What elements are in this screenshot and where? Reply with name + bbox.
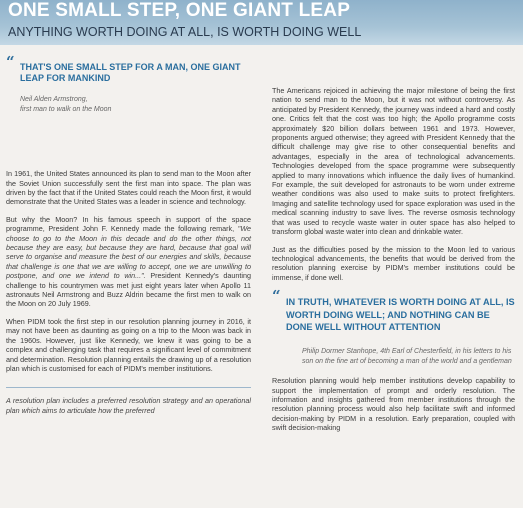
divider [6, 387, 251, 388]
left-column [6, 53, 251, 423]
quote-mark-icon: “ [272, 287, 281, 306]
attribution-role: first man to walk on the Moon [20, 105, 112, 113]
armstrong-quote: THAT'S ONE SMALL STEP FOR A MAN, ONE GIANT LEAP FOR MANKIND [20, 62, 241, 83]
paragraph-americans: The Americans rejoiced in achieving the major milestone of being the first nation to send man to the Moon, but it was not without controversy. As anticipated by President Kennedy, the journey was indeed a hard and costly one. Critics felt that the cost was too high; the Apollo programme costs approximately $20 billion dollars between 1961 and 1973. However, proponents argued otherwise; they agreed with President Kennedy that the difficult challenge may give rise to other consequential benefits and advantages, especially in the area of technological advancements. Technologies developed from the space programme were subsequently applied to many innovations which influence the daily lives of humankind. For example, the suit developed for astronauts to be worn under extreme weather conditions was also used to make suits to protect firefighters. Imaging and satellite technology used for space exploration was used in the medical scanning industry to save lives. The reverse osmosis technology that was used to recycle waste water in outer space has also helped to transform global waste water into clean and drinkable water. [272, 86, 515, 237]
armstrong-attribution [20, 95, 251, 114]
paragraph-why-moon-start: But why the Moon? In his famous speech in support of the space programme, President John F. Kennedy made the following remark, [6, 214, 251, 234]
right-column [272, 86, 515, 441]
page-subtitle: ANYTHING WORTH DOING AT ALL, IS WORTH DOING WELL [8, 25, 362, 39]
paragraph-difficulties: Just as the difficulties posed by the mission to the Moon led to various technological advancements, the benefits that would be derived from the resolution planning exercise by PIDM's member institutions could be immense, if done well. [272, 244, 515, 282]
kennedy-quote: "We choose to go to the Moon in this decade and do the other things, not because they are easy, but because they are hard, because that goal will serve to organise and measure the best of our energies and skills, because that challenge is one that we are willing to accept, one we are unwilling to postpone, and one we intend to win...". [6, 224, 251, 281]
attribution-name: Neil Alden Armstrong, [20, 96, 88, 103]
page-header [0, 0, 523, 45]
quote-mark-icon: “ [6, 53, 15, 71]
paragraph-1961: In 1961, the United States announced its plan to send man to the Moon after the Soviet Union successfully sent the first man into space. The plan was driven by the fact that if the United States could reach the Moon first, it would demonstrate that the United States was a leader in science and technology. [6, 169, 251, 207]
paragraph-why-moon [6, 215, 251, 309]
armstrong-quote-block [6, 53, 251, 114]
paragraph-resolution-plan: A resolution plan includes a preferred resolution strategy and an operational plan which aims to articulate how the preferred [6, 396, 251, 415]
chesterfield-quote: IN TRUTH, WHATEVER IS WORTH DOING AT ALL, IS WORTH DOING WELL; AND NOTHING CAN BE DONE WELL WITHOUT ATTENTION [286, 297, 515, 332]
paragraph-why-moon-end: President Kennedy's daunting challenge to his countrymen was met just eight years later when Apollo 11 astronauts Neil Armstrong and Buzz Aldrin became the first men to walk on the Moon on 20 July 1969. [6, 271, 251, 309]
paragraph-resolution-planning: Resolution planning would help member institutions develop capability to support the implementation of prompt and orderly resolution. The information and insights gathered from member institutions through the resolution planning process would also help facilitate swift and informed decision-making by PIDM in a resolution. Early preparation, coupled with swift decision-making [272, 376, 515, 433]
page-title: ONE SMALL STEP, ONE GIANT LEAP [8, 0, 351, 21]
paragraph-pidm-journey: When PIDM took the first step in our resolution planning journey in 2016, it may not have been as daunting as going on a trip to the Moon was back in the 1960s. However, just like Kennedy, we knew it was going to be a complex and challenging task that requires a significant level of commitment and determination. Resolution planning entails the drawing up of a resolution plan which is customised for each of PIDM's member institutions. [6, 316, 251, 373]
chesterfield-quote-block [272, 287, 515, 333]
chesterfield-attribution: Philip Dormer Stanhope, 4th Earl of Chesterfield, in his letters to his son on the fine art of becoming a man of the world and a gentleman [302, 348, 512, 365]
